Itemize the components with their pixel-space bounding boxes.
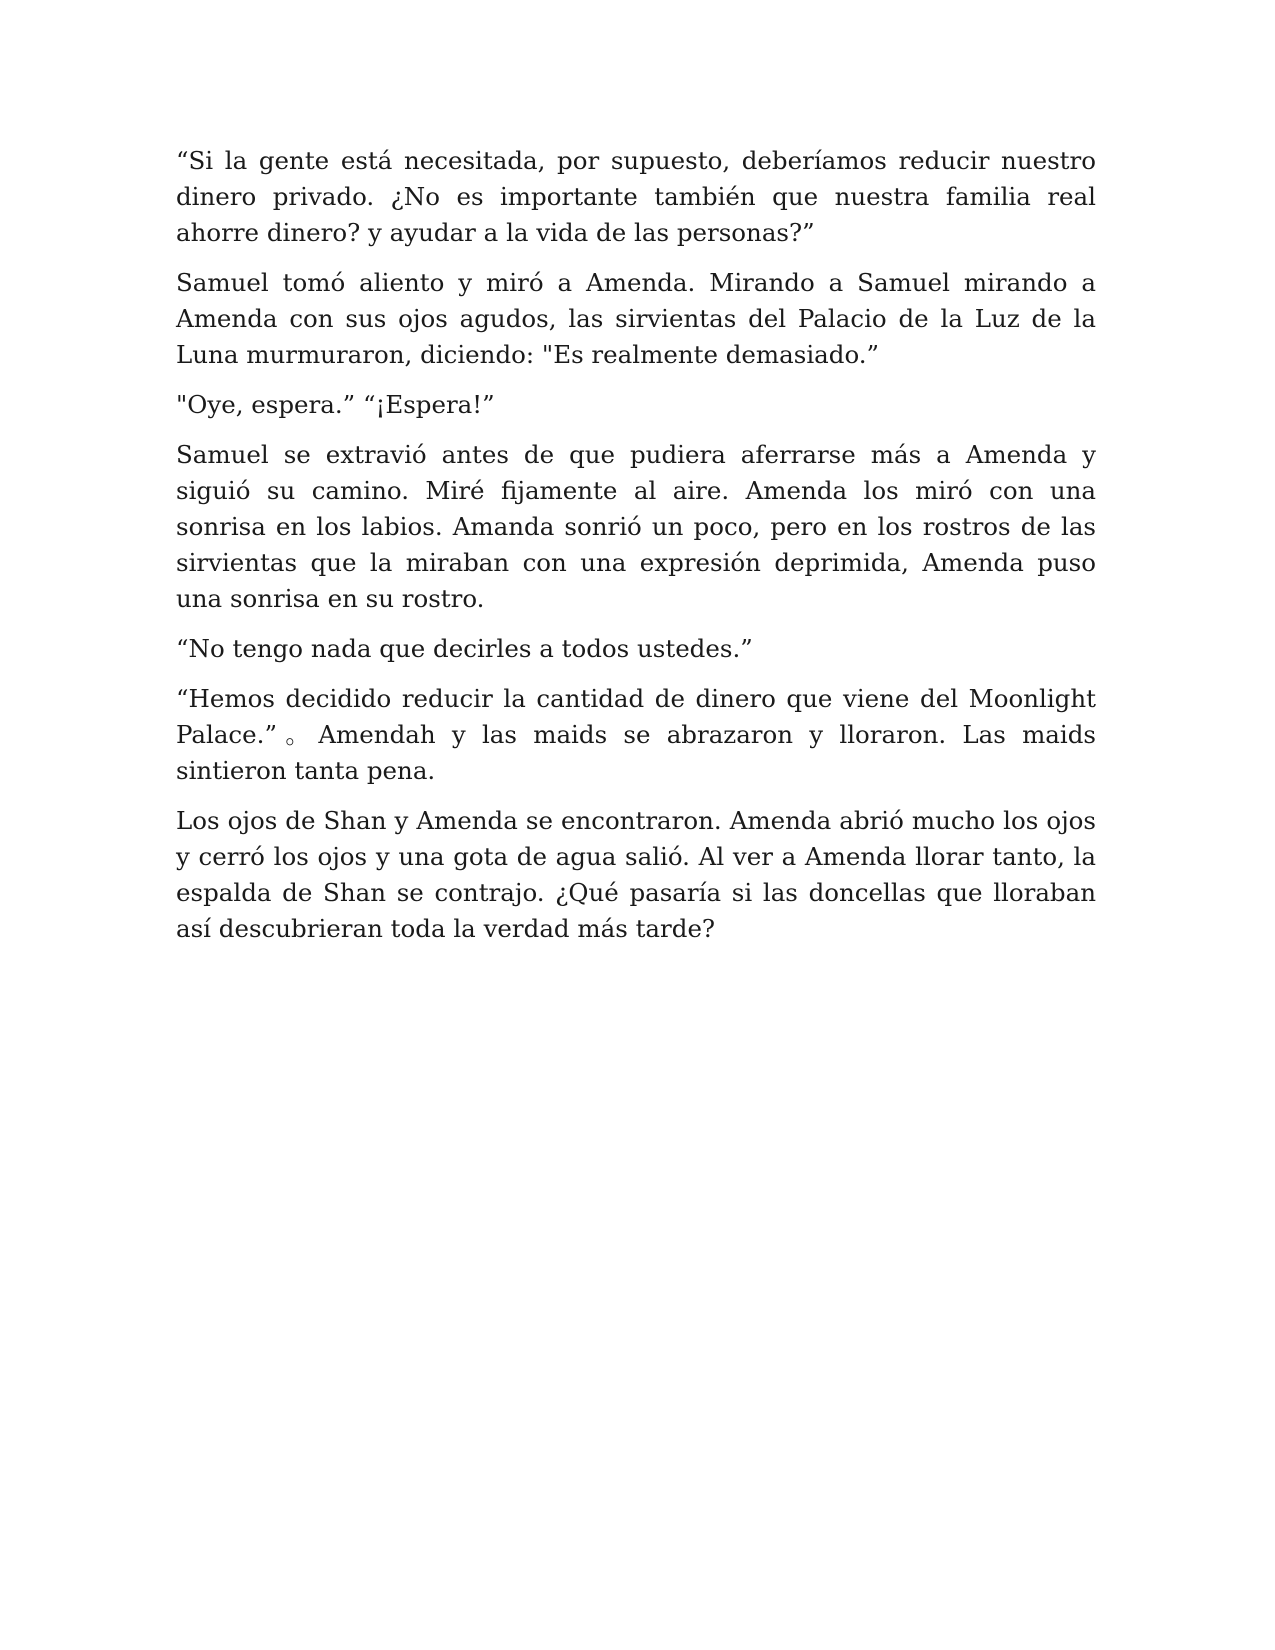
paragraph-7: Los ojos de Shan y Amenda se encontraron. Amenda abrió mucho los ojos y cerró los ojos y una gota de agua salió. Al ver a Amenda llorar tanto, la espalda de Shan se contrajo. ¿Qué pasaría si las doncellas que lloraban así descubrieran toda la verdad más tarde? [176, 806, 1096, 943]
paragraph-3: "Oye, espera.” “¡Espera!” [176, 390, 495, 419]
paragraph-6: “Hemos decidido reducir la cantidad de dinero que viene del Moonlight Palace.”。Amendah y las maids se abrazaron y lloraron. Las maids sintieron tanta pena. [176, 684, 1096, 785]
paragraph-2: Samuel tomó aliento y miró a Amenda. Mirando a Samuel mirando a Amenda con sus ojos agudos, las sirvientas del Palacio de la Luz de la Luna murmuraron, diciendo: "Es realmente demasiado.” [176, 268, 1096, 369]
body-text [176, 143, 1096, 961]
paragraph-4: Samuel se extravió antes de que pudiera aferrarse más a Amenda y siguió su camino. Miré fijamente al aire. Amenda los miró con una sonrisa en los labios. Amanda sonrió un poco, pero en los rostros de las sirvientas que la miraban con una expresión deprimida, Amenda puso una sonrisa en su rostro. [176, 440, 1096, 613]
paragraph-1: “Si la gente está necesitada, por supuesto, deberíamos reducir nuestro dinero privado. ¿No es importante también que nuestra familia real ahorre dinero? y ayudar a la vida de las personas?” [176, 146, 1096, 247]
paragraph-5: “No tengo nada que decirles a todos ustedes.” [176, 634, 753, 663]
